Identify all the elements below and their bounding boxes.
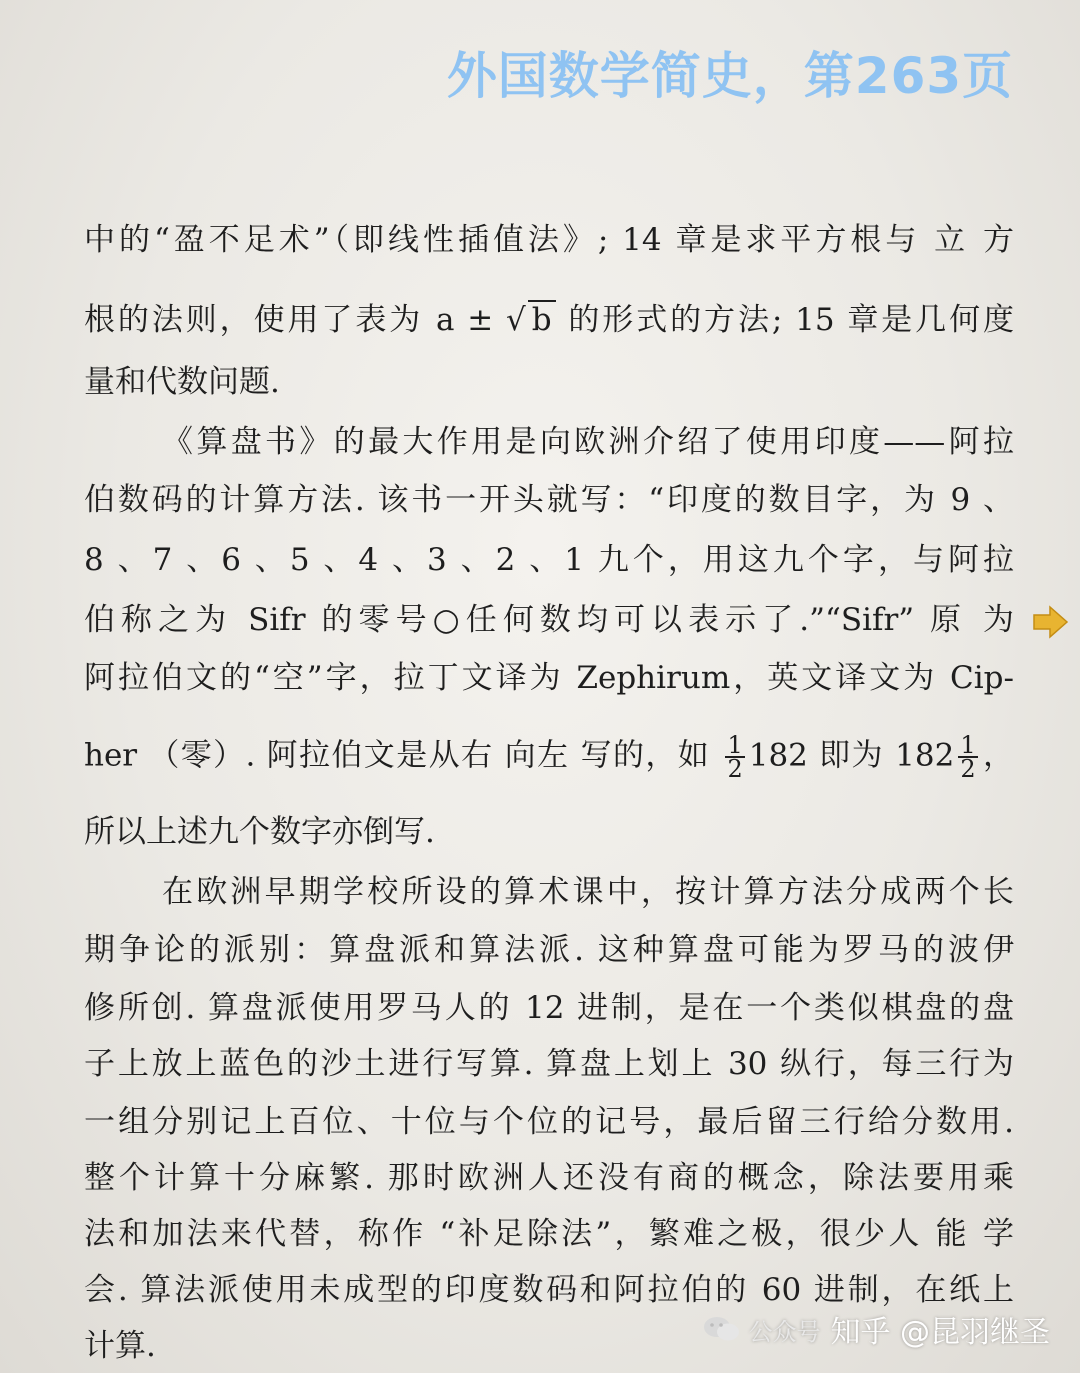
text-line: 8 、7 、6 、5 、4 、3 、2 、1 九个，用这九个字，与阿拉 (84, 542, 1014, 578)
fraction: $\frac{1}{2}$ (960, 731, 976, 783)
text-line: 伯数码的计算方法. 该书一开头就写：“印度的数目字，为 9 、 (84, 482, 1014, 518)
text-line: 中的“盈不足术”（即线性插值法》; 14 章是求平方根与 立 方 (84, 222, 1014, 258)
text-line: 所以上述九个数字亦倒写. (84, 814, 435, 850)
text-line: 在欧洲早期学校所设的算术课中，按计算方法分成两个长 (162, 874, 1014, 910)
fraction: $\frac{1}{2}$ (727, 731, 743, 783)
text-line: 修所创. 算盘派使用罗马人的 12 进制，是在一个类似棋盘的盘 (84, 990, 1014, 1026)
text-line: 伯称之为 Sifr 的零号○任何数均可以表示了.”“Sifr” 原 为 (84, 602, 1014, 638)
text-line: her （零）. 阿拉伯文是从右 向左 写的，如 $\frac{1}{2}$ 182 即为 182 $\frac{1}{2}$ ， (84, 731, 1014, 783)
text-line: 量和代数问题. (84, 364, 280, 400)
text-line: 法和加法来代替，称作 “补足除法”，繁难之极，很少人 能 学 (84, 1216, 1014, 1252)
overlay-title: 外国数学简史，第263页 (446, 47, 1014, 105)
watermark-faint: 公众号 (702, 1312, 820, 1347)
text-line: 阿拉伯文的“空”字，拉丁文译为 Zephirum，英文译文为 Cip- (84, 660, 1014, 696)
text-line: 计算. (84, 1328, 156, 1364)
sqrt-symbol: √ (505, 302, 526, 338)
watermark (702, 1305, 1050, 1353)
wechat-icon (702, 1314, 742, 1344)
arrow-right-icon (1032, 604, 1070, 640)
text-line: 一组分别记上百位、十位与个位的记号，最后留三行给分数用. (84, 1104, 1014, 1140)
text-line: 整个计算十分麻繁. 那时欧洲人还没有商的概念，除法要用乘 (84, 1160, 1014, 1196)
text-line: 期争论的派别：算盘派和算法派. 这种算盘可能为罗马的波伊 (84, 932, 1014, 968)
text-line: 子上放上蓝色的沙土进行写算. 算盘上划上 30 纵行，每三行为 (84, 1046, 1014, 1082)
text-line: 根的法则，使用了表为 a ± √ b 的形式的方法; 15 章是几何度 (84, 302, 1014, 338)
watermark-text: 知乎 @昆羽继圣 (830, 1315, 1050, 1350)
text-line: 会. 算法派使用未成型的印度数码和阿拉伯的 60 进制，在纸上 (84, 1272, 1014, 1308)
radicand: b (528, 300, 556, 338)
text-line: 《算盘书》的最大作用是向欧洲介绍了使用印度——阿拉 (162, 424, 1014, 460)
